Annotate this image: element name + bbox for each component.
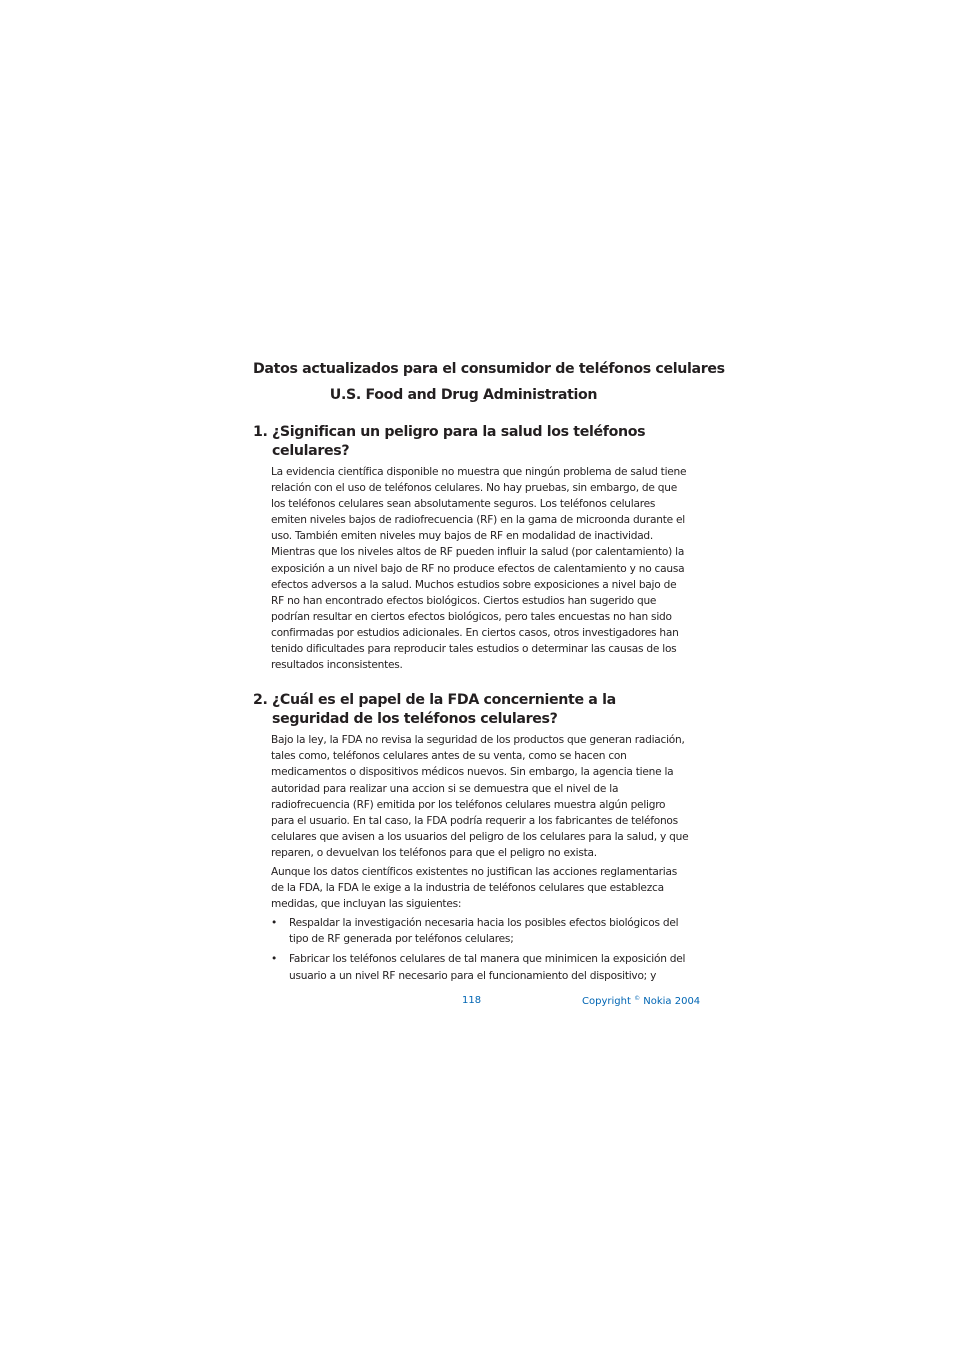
copyright-label: Copyright	[582, 996, 631, 1007]
section-title: ¿Cuál es el papel de la FDA concerniente a la seguridad de los teléfonos celulares?	[272, 692, 616, 728]
section-title: ¿Significan un peligro para la salud los teléfonos celulares?	[272, 424, 646, 459]
copyright-notice	[582, 995, 700, 1007]
section-heading-2	[253, 691, 689, 729]
section-2-paragraph-2: Aunque los datos científicos existentes no justifican las acciones reglamentarias de la FDA, la FDA le exige a la industria de teléfonos celulares que establezca medidas, que incluyan las siguientes:	[271, 865, 677, 911]
bullet-icon: •	[271, 953, 277, 966]
bullet-icon: •	[271, 917, 277, 930]
section-number: 2.	[253, 692, 268, 709]
copyright-symbol: ©	[634, 995, 641, 1002]
section-heading-1	[253, 423, 689, 461]
document-subtitle: U.S. Food and Drug Administration	[329, 387, 598, 403]
section-1-paragraph-1: La evidencia científica disponible no muestra que ningún problema de salud tiene relación con el uso de teléfonos celulares. No hay pruebas, sin embargo, de que los teléfonos celulares sean absolutamente seguros. Los teléfonos celulares emiten niveles bajos de radiofrecuencia (RF) en la gama de microonda durante el uso. También emiten niveles muy bajos de RF en modalidad de inactividad. Mientras que los niveles altos de RF pueden influir la salud (por calentamiento) la exposición a un nivel bajo de RF no produce efectos de calentamiento y no causa efectos adversos a la salud. Muchos estudios sobre exposiciones a nivel bajo de RF no han encontrado efectos biológicos. Ciertos estudios han sugerido que podrían resultar en ciertos efectos biológicos, pero tales encuestas no han sido confirmadas por estudios adicionales. En ciertos casos, otros investigadores han tenido dificultades para reproducir tales estudios o determinar las causas de los resultados inconsistentes.	[271, 466, 687, 672]
page-footer	[0, 995, 954, 1011]
list-item	[271, 951, 689, 983]
bullet-list	[271, 915, 689, 983]
document-title: Datos actualizados para el consumidor de teléfonos celulares	[253, 361, 725, 377]
page-number: 118	[462, 995, 482, 1006]
copyright-owner: Nokia 2004	[643, 996, 701, 1007]
list-item-text: Fabricar los teléfonos celulares de tal manera que minimicen la exposición del usuario a un nivel RF necesario para el funcionamiento del dispositivo; y	[289, 953, 686, 982]
section-number: 1.	[253, 424, 268, 440]
document-page	[253, 358, 725, 988]
list-item-text: Respaldar la investigación necesaria hacia los posibles efectos biológicos del tipo de RF generada por teléfonos celulares;	[289, 917, 679, 946]
section-2-paragraph-1: Bajo la ley, la FDA no revisa la seguridad de los productos que generan radiación, tales como, teléfonos celulares antes de su venta, como se hacen con medicamentos o dispositivos médicos nuevos. Sin embargo, la agencia tiene la autoridad para realizar una accion si se demuestra que el nivel de la radiofrecuencia (RF) emitida por los teléfonos celulares muestra algún peligro para el usuario. En tal caso, la FDA podría requerir a los fabricantes de teléfonos celulares que avisen a los usuarios del peligro de los celulares para la salud, y que reparen, o devuelvan los teléfonos para que el peligro no exista.	[271, 734, 689, 859]
list-item	[271, 915, 689, 947]
